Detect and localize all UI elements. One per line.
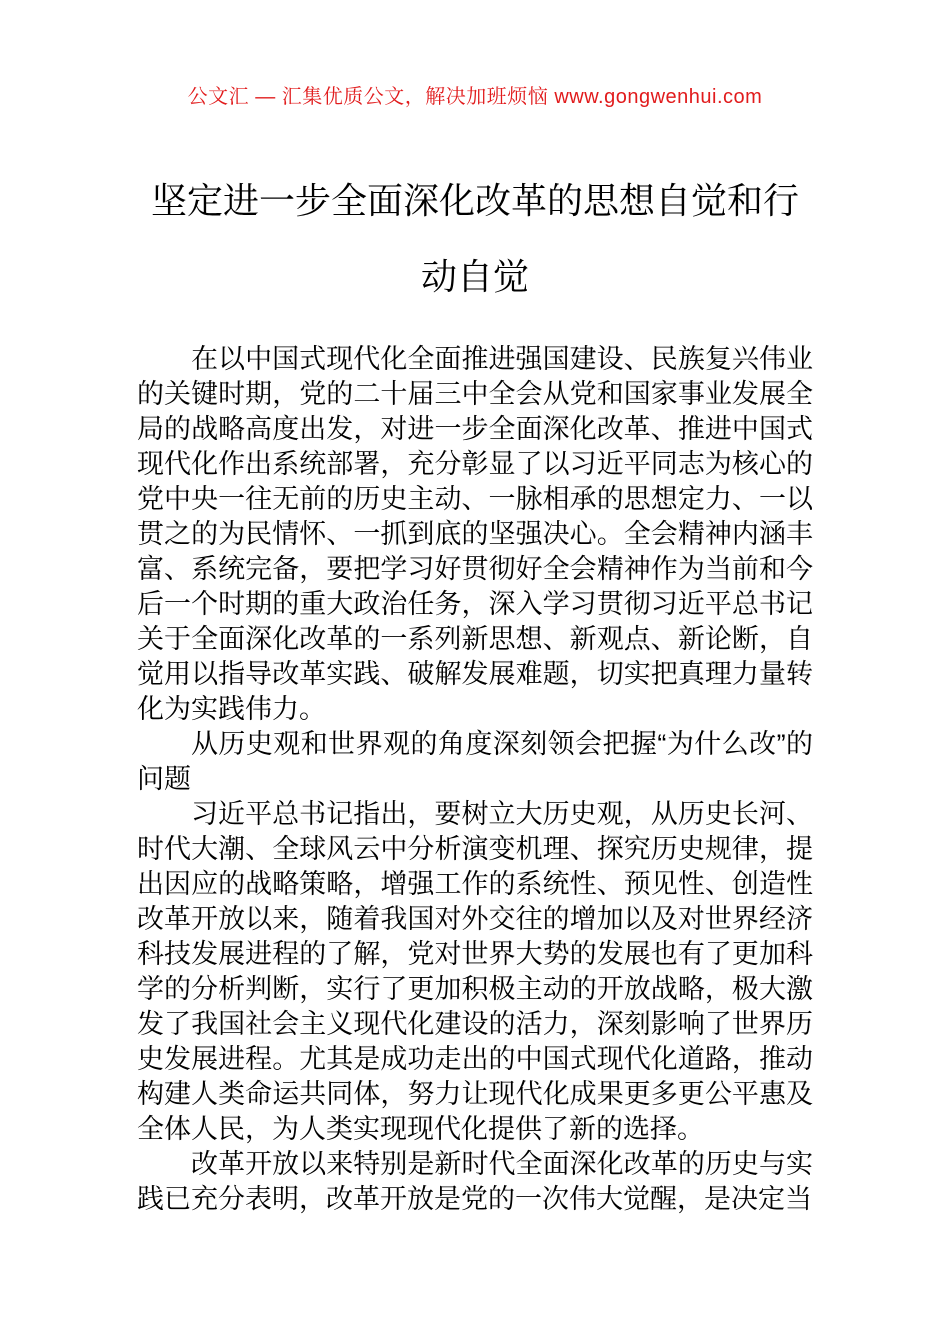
paragraph-section-heading: 从历史观和世界观的角度深刻领会把握“为什么改”的问题 (137, 729, 813, 794)
document-body (137, 342, 813, 1217)
document-title: 坚定进一步全面深化改革的思想自觉和行动自觉 (150, 180, 799, 297)
paragraph-intro: 在以中国式现代化全面推进强国建设、民族复兴伟业的关键时期，党的二十届三中全会从党和国家事业发展全局的战略高度出发，对进一步全面深化改革、推进中国式现代化作出系统部署，充分彰显了以习近平同志为核心的党中央一往无前的历史主动、一脉相承的思想定力、一以贯之的为民情怀、一抓到底的坚强决心。全会精神内涵丰富、系统完备，要把学习好贯彻好全会精神作为当前和今后一个时期的重大政治任务，深入学习贯彻习近平总书记关于全面深化改革的一系列新思想、新观点、新论断，自觉用以指导改革实践、破解发展难题，切实把真理力量转化为实践伟力。 (137, 344, 813, 724)
paragraph-history-view: 习近平总书记指出，要树立大历史观，从历史长河、时代大潮、全球风云中分析演变机理、探究历史规律，提出因应的战略策略，增强工作的系统性、预见性、创造性改革开放以来，随着我国对外交往的增加以及对世界经济科技发展进程的了解，党对世界大势的发展也有了更加科学的分析判断，实行了更加积极主动的开放战略，极大激发了我国社会主义现代化建设的活力，深刻影响了世界历史发展进程。尤其是成功走出的中国式现代化道路，推动构建人类命运共同体，努力让现代化成果更多更公平惠及全体人民，为人类实现现代化提供了新的选择。 (137, 799, 813, 1144)
promo-banner: 公文汇 — 汇集优质公文，解决加班烦恼 www.gongwenhui.com (187, 86, 763, 108)
paragraph-reform-practice: 改革开放以来特别是新时代全面深化改革的历史与实践已充分表明，改革开放是党的一次伟大觉醒，是决定当 (137, 1149, 813, 1214)
